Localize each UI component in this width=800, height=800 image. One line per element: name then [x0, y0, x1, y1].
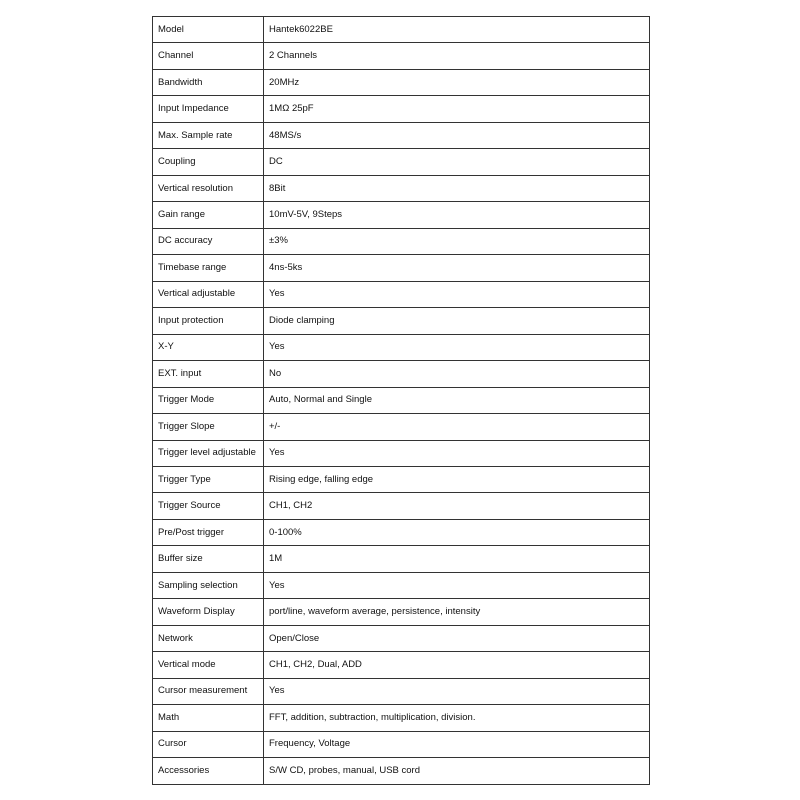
spec-label: Input Impedance: [153, 96, 264, 122]
spec-label: Vertical resolution: [153, 175, 264, 201]
spec-label: Model: [153, 17, 264, 43]
spec-value: port/line, waveform average, persistence, intensity: [264, 599, 650, 625]
table-row: [153, 122, 650, 148]
spec-value: CH1, CH2: [264, 493, 650, 519]
spec-label: Accessories: [153, 758, 264, 785]
spec-label: Bandwidth: [153, 69, 264, 95]
spec-value: 4ns-5ks: [264, 255, 650, 281]
spec-label: Pre/Post trigger: [153, 519, 264, 545]
table-row: [153, 17, 650, 43]
spec-label: X-Y: [153, 334, 264, 360]
table-row: [153, 678, 650, 704]
spec-value: Yes: [264, 281, 650, 307]
table-row: [153, 466, 650, 492]
spec-label: Cursor measurement: [153, 678, 264, 704]
table-row: [153, 414, 650, 440]
table-row: [153, 546, 650, 572]
spec-label: Trigger Source: [153, 493, 264, 519]
table-row: [153, 96, 650, 122]
spec-value: 0-100%: [264, 519, 650, 545]
spec-label: Math: [153, 705, 264, 731]
spec-label: Gain range: [153, 202, 264, 228]
spec-value: FFT, addition, subtraction, multiplication, division.: [264, 705, 650, 731]
table-row: [153, 255, 650, 281]
spec-value: Yes: [264, 678, 650, 704]
spec-value: Auto, Normal and Single: [264, 387, 650, 413]
table-row: [153, 69, 650, 95]
spec-value: Yes: [264, 572, 650, 598]
spec-value: DC: [264, 149, 650, 175]
spec-value: Frequency, Voltage: [264, 731, 650, 757]
spec-value: Diode clamping: [264, 308, 650, 334]
spec-label: DC accuracy: [153, 228, 264, 254]
spec-value: 2 Channels: [264, 43, 650, 69]
spec-value: 8Bit: [264, 175, 650, 201]
table-row: [153, 652, 650, 678]
spec-value: 1M: [264, 546, 650, 572]
spec-value: Yes: [264, 440, 650, 466]
spec-label: Trigger Mode: [153, 387, 264, 413]
table-row: [153, 519, 650, 545]
spec-value: CH1, CH2, Dual, ADD: [264, 652, 650, 678]
spec-label: Trigger Slope: [153, 414, 264, 440]
table-row: [153, 281, 650, 307]
spec-label: Coupling: [153, 149, 264, 175]
spec-label: Network: [153, 625, 264, 651]
spec-label: Input protection: [153, 308, 264, 334]
spec-label: Buffer size: [153, 546, 264, 572]
table-row: [153, 308, 650, 334]
table-row: [153, 43, 650, 69]
spec-value: Rising edge, falling edge: [264, 466, 650, 492]
table-row: [153, 625, 650, 651]
spec-label: Sampling selection: [153, 572, 264, 598]
table-row: [153, 361, 650, 387]
spec-label: Vertical mode: [153, 652, 264, 678]
table-row: [153, 599, 650, 625]
spec-value: 20MHz: [264, 69, 650, 95]
spec-label: Waveform Display: [153, 599, 264, 625]
spec-label: Trigger Type: [153, 466, 264, 492]
spec-label: Cursor: [153, 731, 264, 757]
spec-value: S/W CD, probes, manual, USB cord: [264, 758, 650, 785]
table-row: [153, 572, 650, 598]
table-row: [153, 202, 650, 228]
spec-label: Timebase range: [153, 255, 264, 281]
spec-value: Open/Close: [264, 625, 650, 651]
table-row: [153, 228, 650, 254]
spec-label: Max. Sample rate: [153, 122, 264, 148]
table-row: [153, 731, 650, 757]
spec-value: 48MS/s: [264, 122, 650, 148]
table-row: [153, 758, 650, 785]
spec-value: No: [264, 361, 650, 387]
table-row: [153, 387, 650, 413]
table-row: [153, 175, 650, 201]
spec-value: 10mV-5V, 9Steps: [264, 202, 650, 228]
table-row: [153, 705, 650, 731]
table-row: [153, 493, 650, 519]
table-row: [153, 440, 650, 466]
spec-value: Yes: [264, 334, 650, 360]
spec-table: [152, 16, 650, 785]
spec-value: 1MΩ 25pF: [264, 96, 650, 122]
spec-label: Vertical adjustable: [153, 281, 264, 307]
table-row: [153, 334, 650, 360]
table-row: [153, 149, 650, 175]
spec-table-body: [153, 17, 650, 785]
spec-label: Trigger level adjustable: [153, 440, 264, 466]
spec-value: Hantek6022BE: [264, 17, 650, 43]
spec-label: EXT. input: [153, 361, 264, 387]
spec-label: Channel: [153, 43, 264, 69]
spec-value: +/-: [264, 414, 650, 440]
spec-value: ±3%: [264, 228, 650, 254]
